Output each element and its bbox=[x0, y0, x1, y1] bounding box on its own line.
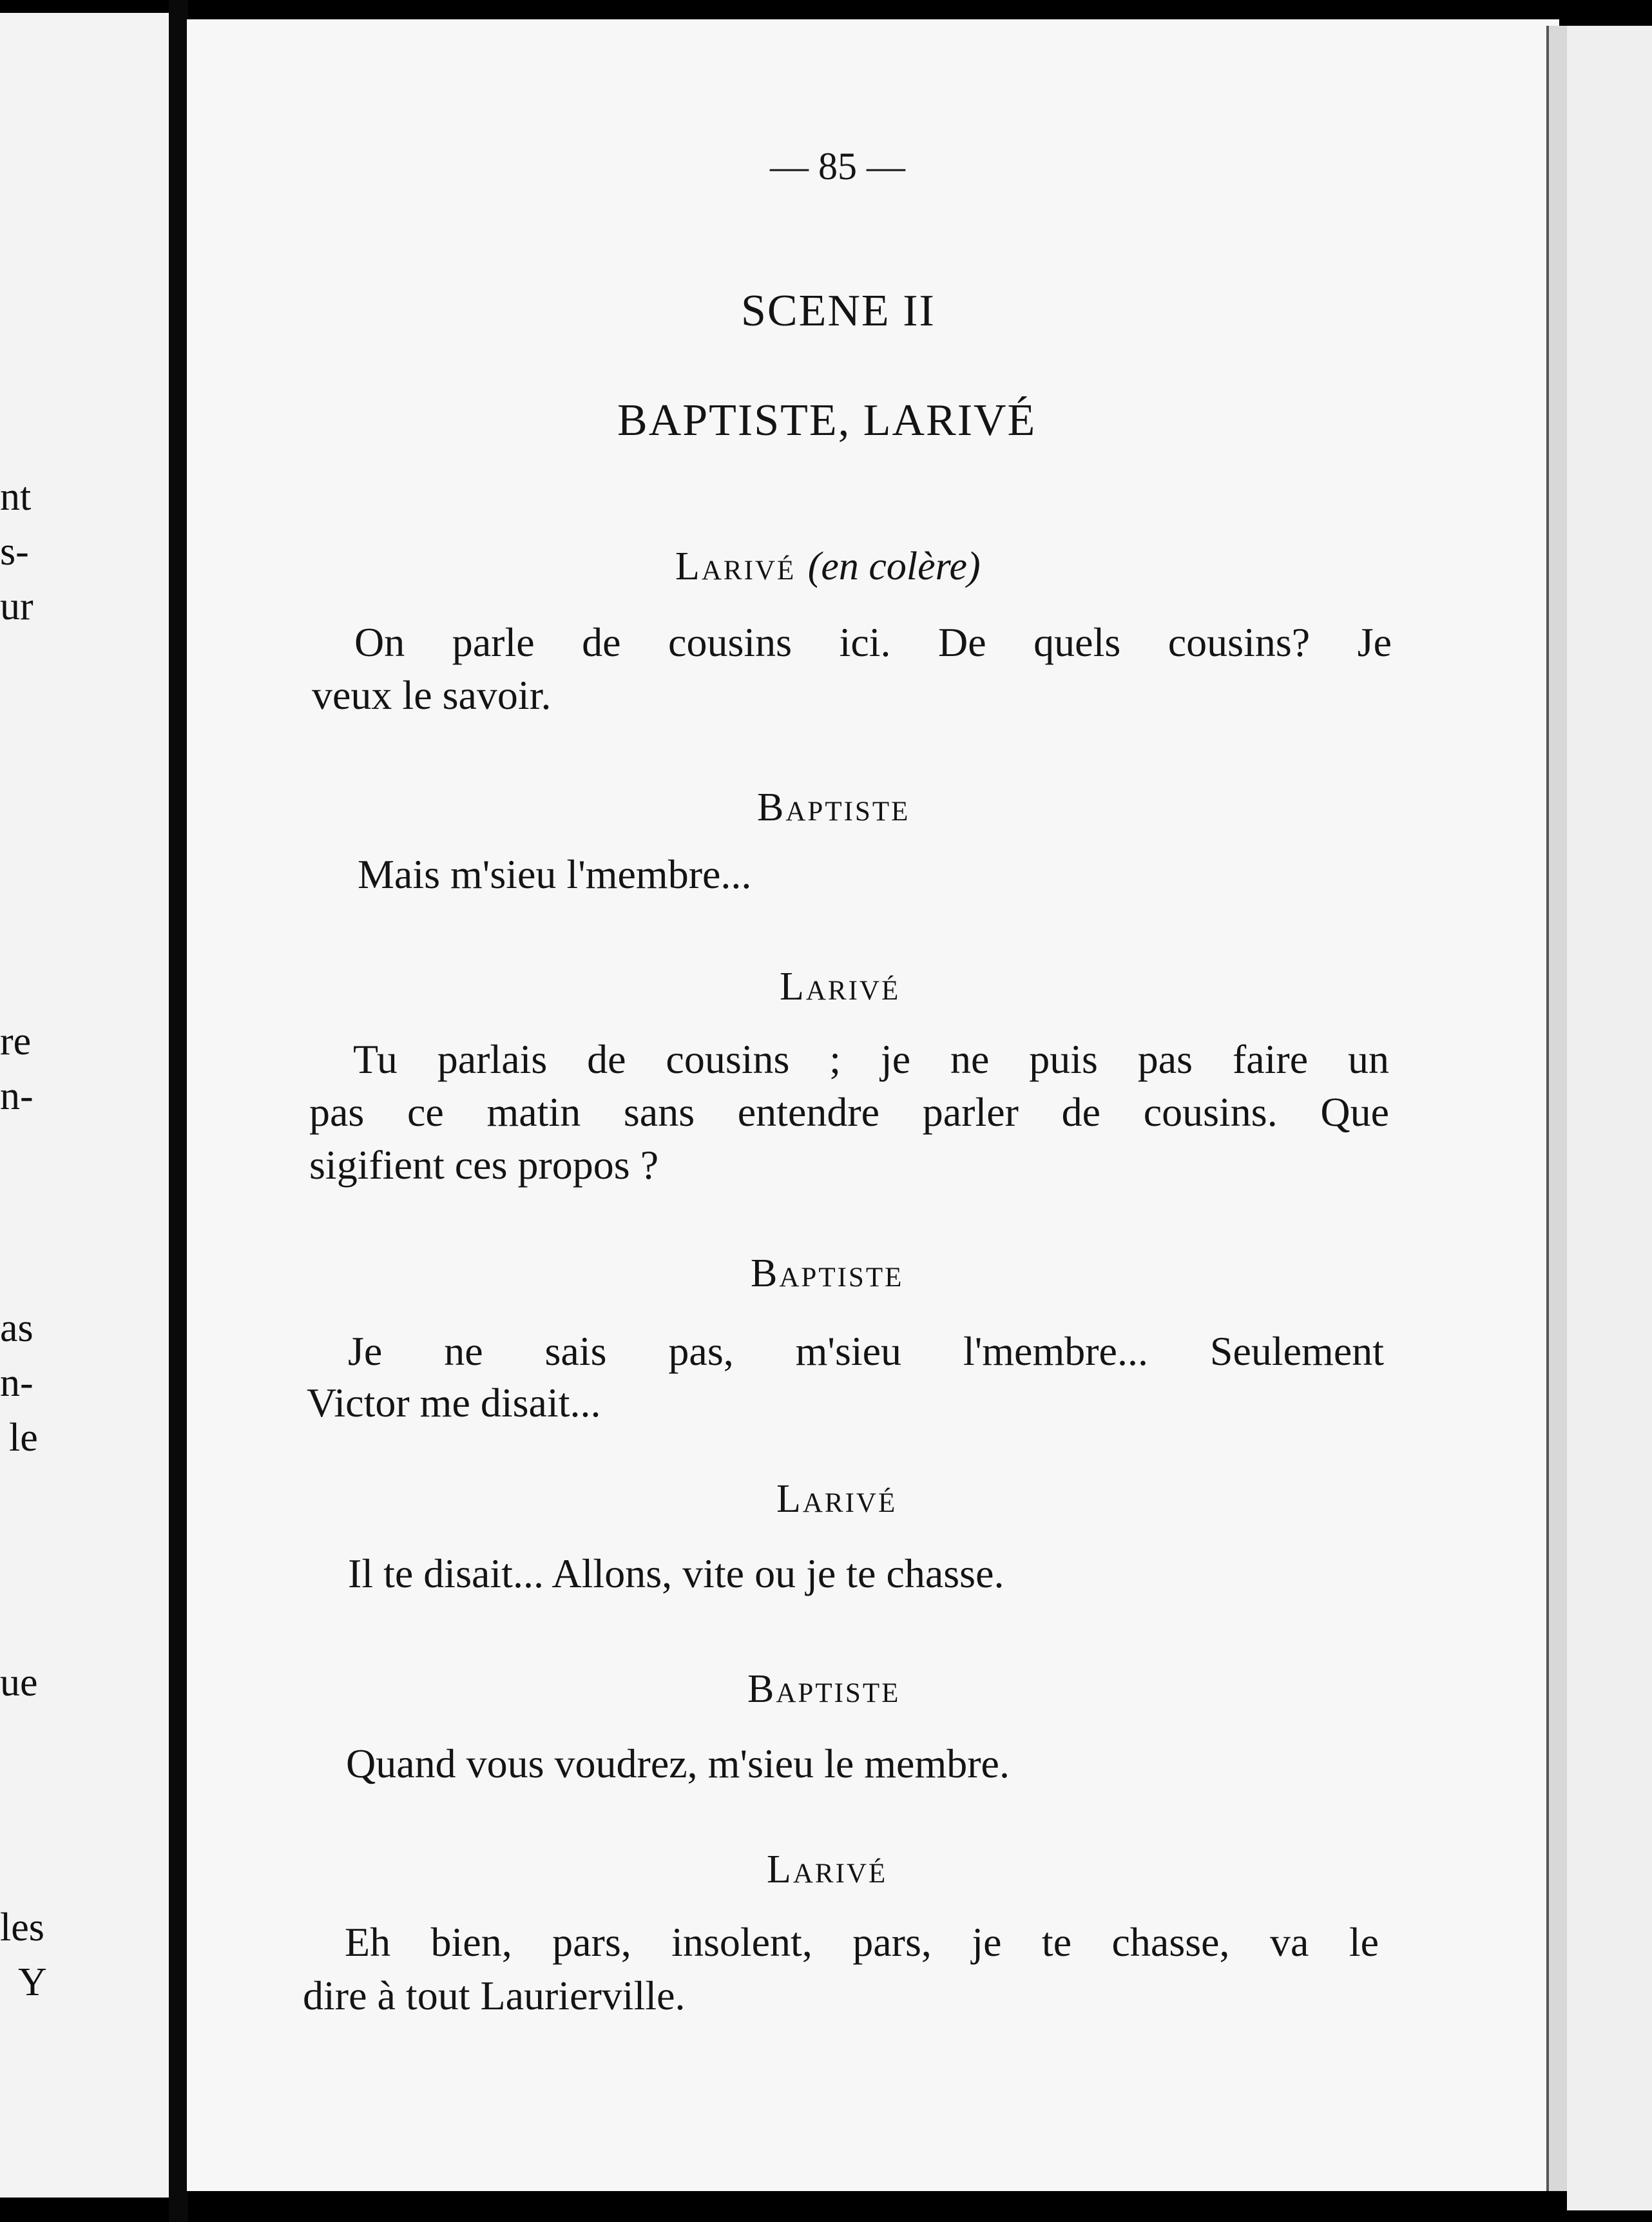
dialogue-line: Je ne sais pas, m'sieu l'membre... Seulement bbox=[348, 1328, 1384, 1374]
dialogue-line: On parle de cousins ici. De quels cousins? Je bbox=[354, 619, 1392, 665]
dialogue-line: dire à tout Laurierville. bbox=[303, 1973, 686, 2018]
page-edge bbox=[1546, 26, 1567, 2191]
characters-heading: BAPTISTE, LARIVÉ bbox=[617, 396, 1037, 445]
dialogue-line: Eh bien, pars, insolent, pars, je te chasse, va le bbox=[345, 1919, 1379, 1965]
scene-title: SCENE II bbox=[741, 286, 936, 336]
next-page-edge bbox=[1567, 26, 1652, 2210]
previous-page-fragment: s- bbox=[0, 530, 29, 574]
page-number: — 85 — bbox=[770, 145, 905, 188]
previous-page-fragment: n- bbox=[0, 1074, 34, 1118]
dialogue-line: Victor me disait... bbox=[307, 1380, 601, 1425]
speaker-name: Larivé bbox=[780, 965, 901, 1009]
previous-page-strip bbox=[0, 13, 171, 2198]
speaker-name: Baptiste bbox=[757, 786, 910, 829]
stage-direction: (en colère) bbox=[807, 545, 981, 588]
previous-page-fragment: as bbox=[0, 1306, 34, 1350]
previous-page-fragment: le bbox=[9, 1416, 38, 1460]
speaker-name: Larivé bbox=[767, 1848, 888, 1891]
speaker-label: Larivé bbox=[675, 545, 796, 588]
dialogue-line: Il te disait... Allons, vite ou je te chasse. bbox=[348, 1551, 1004, 1596]
dialogue-line: veux le savoir. bbox=[312, 672, 552, 718]
previous-page-fragment: nt bbox=[0, 475, 32, 519]
speaker-name: Baptiste bbox=[751, 1251, 904, 1295]
speaker-name: Larivé bbox=[776, 1477, 898, 1521]
dialogue-line: Tu parlais de cousins ; je ne puis pas faire un bbox=[353, 1036, 1389, 1082]
previous-page-fragment: les bbox=[0, 1906, 44, 1949]
previous-page-fragment: Y bbox=[18, 1960, 47, 2004]
speaker-name: Baptiste bbox=[747, 1667, 901, 1711]
previous-page-fragment: ur bbox=[0, 584, 34, 628]
previous-page-fragment: ue bbox=[0, 1661, 38, 1705]
binding-gutter bbox=[169, 0, 188, 2222]
dialogue-line: Quand vous voudrez, m'sieu le membre. bbox=[346, 1741, 1010, 1786]
speaker-name bbox=[675, 546, 981, 586]
previous-page-fragment: n- bbox=[0, 1361, 34, 1405]
dialogue-line: pas ce matin sans entendre parler de cousins. Que bbox=[309, 1089, 1389, 1135]
dialogue-line: Mais m'sieu l'membre... bbox=[358, 851, 752, 897]
dialogue-line: sigifient ces propos ? bbox=[309, 1142, 659, 1188]
previous-page-fragment: re bbox=[0, 1019, 32, 1063]
